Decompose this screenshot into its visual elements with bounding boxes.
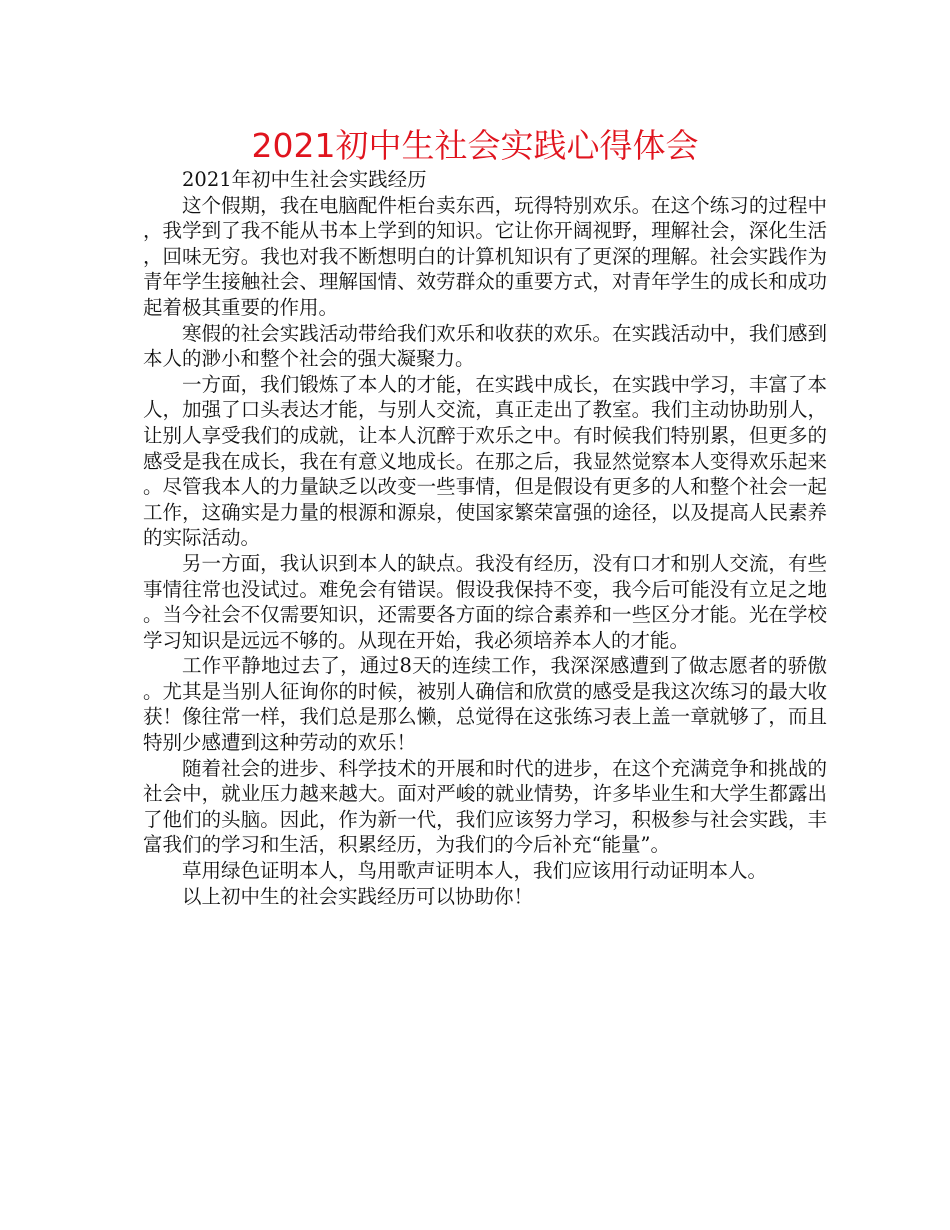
paragraph-4: 另一方面，我认识到本人的缺点。我没有经历，没有口才和别人交流，有些事情往常也没试过。难免会有错误。假设我保持不变，我今后可能没有立足之地。当今社会不仅需要知识，还需要各方面的综合素养和一些区分才能。光在学校学习知识是远远不够的。从现在开始，我必须培养本人的才能。 [143, 551, 827, 652]
paragraph-1: 这个假期，我在电脑配件柜台卖东西，玩得特别欢乐。在这个练习的过程中，我学到了我不能从书本上学到的知识。它让你开阔视野，理解社会，深化生活，回味无穷。我也对我不断想明白的计算机知识有了更深的理解。社会实践作为青年学生接触社会、理解国情、效劳群众的重要方式，对青年学生的成长和成功起着极其重要的作用。 [143, 193, 827, 319]
paragraph-7: 草用绿色证明本人，鸟用歌声证明本人，我们应该用行动证明本人。 [182, 859, 768, 883]
paragraph-6: 随着社会的进步、科学技术的开展和时代的进步，在这个充满竞争和挑战的社会中，就业压力越来越大。面对严峻的就业情势，许多毕业生和大学生都露出了他们的头脑。因此，作为新一代，我们应该努力学习，积极参与社会实践，丰富我们的学习和生活，积累经历，为我们的今后补充“能量”。 [143, 756, 827, 857]
paragraph-3: 一方面，我们锻炼了本人的才能，在实践中成长，在实践中学习，丰富了本人，加强了口头表达才能，与别人交流，真正走出了教室。我们主动协助别人，让别人享受我们的成就，让本人沉醉于欢乐之中。有时候我们特别累，但更多的感受是我在成长，我在有意义地成长。在那之后，我显然觉察本人变得欢乐起来。尽管我本人的力量缺乏以改变一些事情，但是假设有更多的人和整个社会一起工作，这确实是力量的根源和源泉，使国家繁荣富强的途径，以及提高人民素养的实际活动。 [143, 372, 827, 550]
paragraph-2: 寒假的社会实践活动带给我们欢乐和收获的欢乐。在实践活动中，我们感到本人的渺小和整个社会的强大凝聚力。 [143, 321, 827, 371]
document-body [143, 167, 827, 909]
paragraph-subtitle: 2021年初中生社会实践经历 [182, 168, 427, 191]
paragraph-closing: 以上初中生的社会实践经历可以协助你！ [182, 884, 534, 908]
paragraph-5: 工作平静地过去了，通过8天的连续工作，我深深感遭到了做志愿者的骄傲。尤其是当别人征询你的时候，被别人确信和欣赏的感受是我这次练习的最大收获！像往常一样，我们总是那么懒，总觉得在这张练习表上盖一章就够了，而且特别少感遭到这种劳动的欢乐！ [143, 654, 827, 755]
document-title: 2021初中生社会实践心得体会 [251, 126, 699, 165]
